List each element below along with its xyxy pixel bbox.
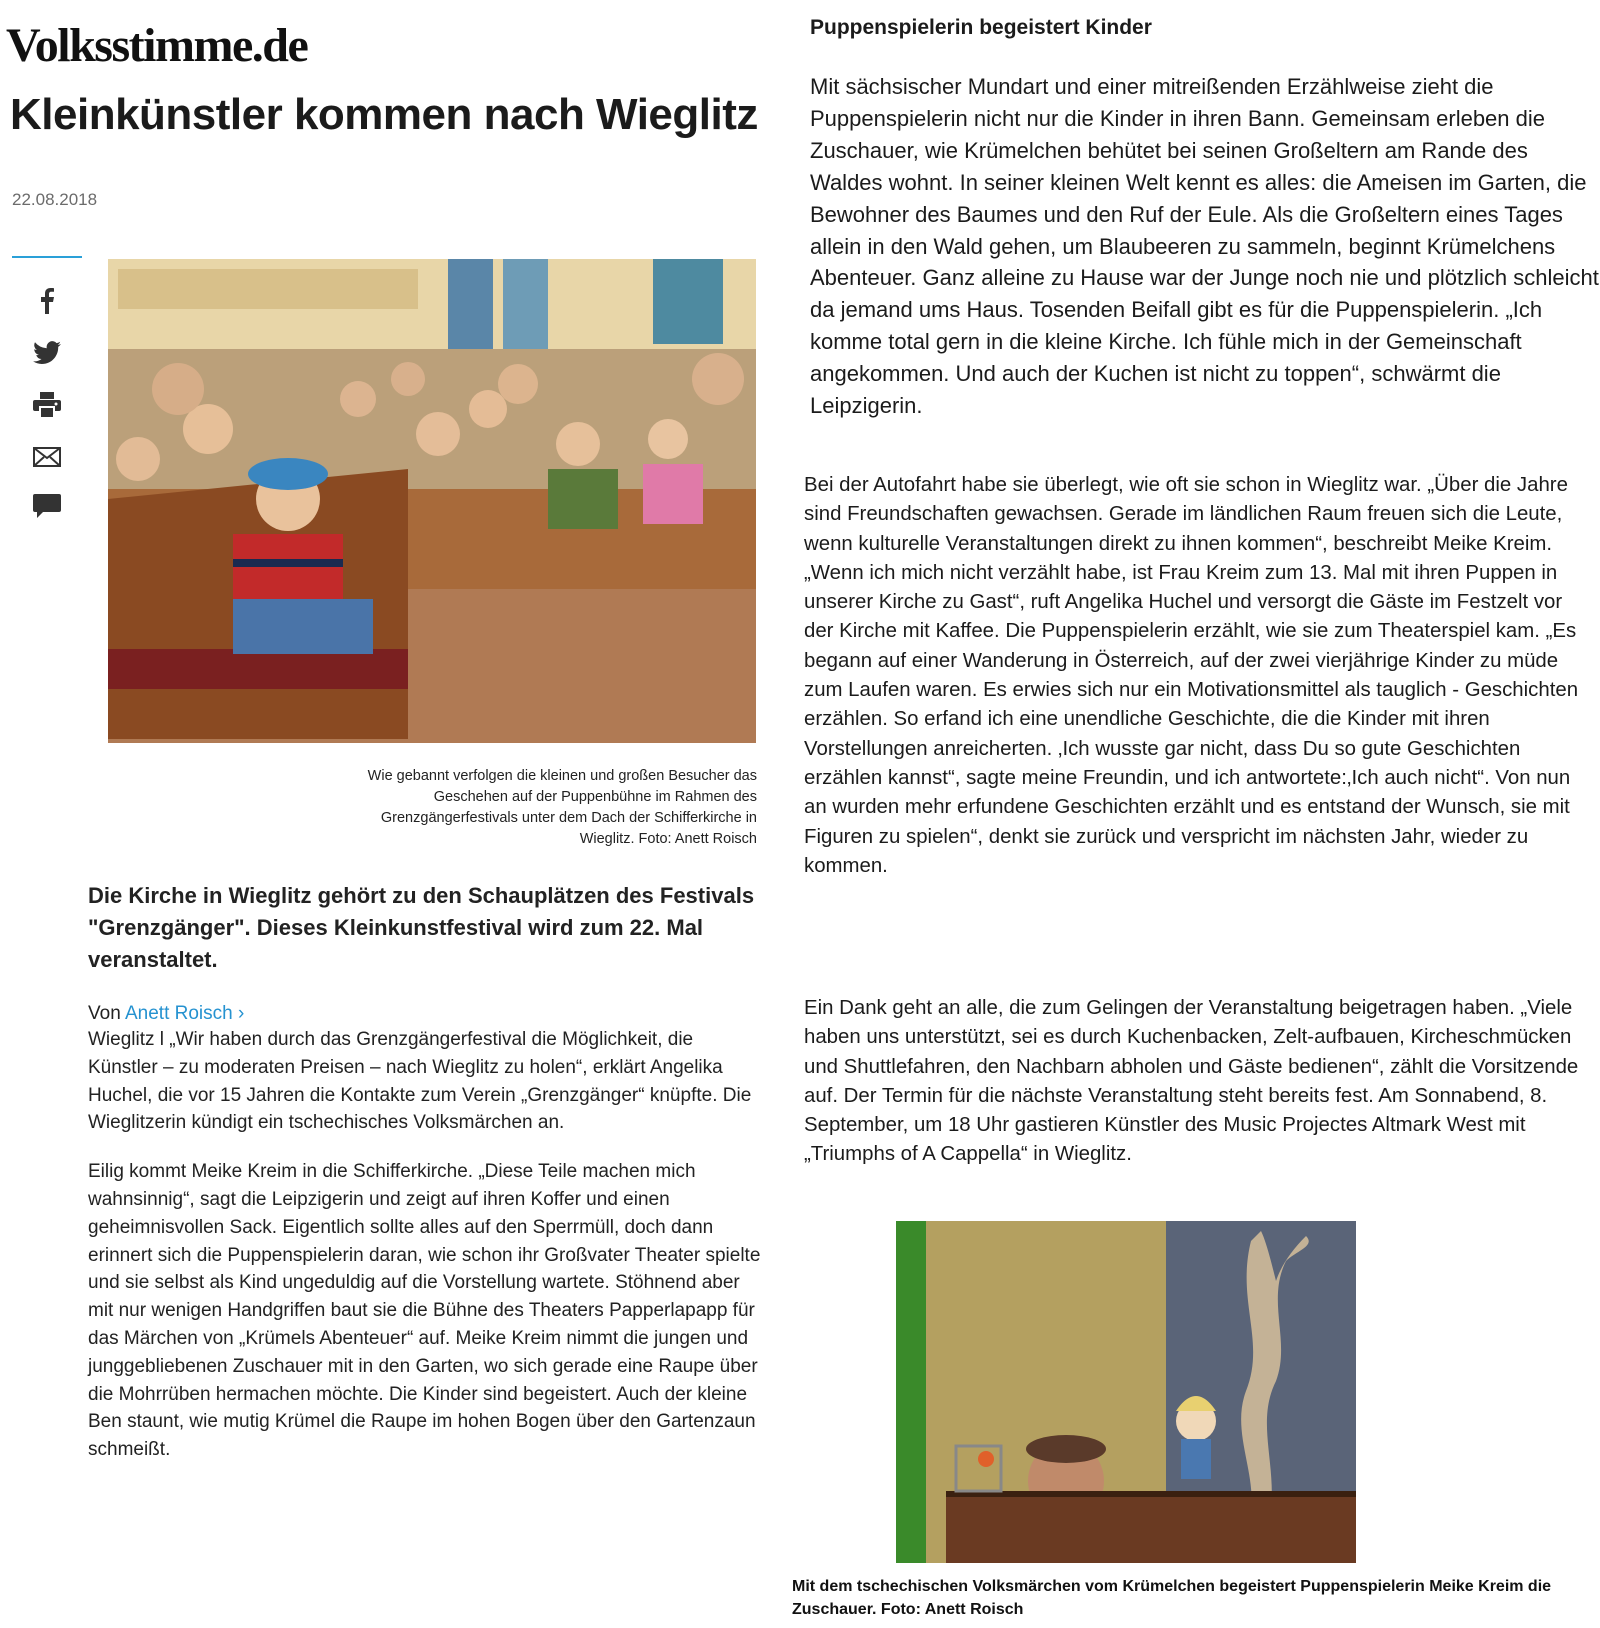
photo-caption: Wie gebannt verfolgen die kleinen und großen Besucher das Geschehen auf der Puppenbühne im Rahmen des Grenzgängerfestivals unter dem Dach der Schifferkirche in Wieglitz. Foto: Anett Roisch xyxy=(367,768,757,847)
byline-prefix: Von xyxy=(88,1003,121,1024)
paragraph: Wieglitz l „Wir haben durch das Grenzgängerfestival die Möglichkeit, die Künstler – zu moderaten Preisen – nach Wieglitz zu holen“, erklärt Angelika Huchel, die vor 15 Jahren die Kontakte zum Verein „Grenzgänger“ knüpfte. Die Wieglitzerin kündigt ein tschechisches Volksmärchen an. xyxy=(88,1029,752,1134)
article-headline: Kleinkünstler kommen nach Wieglitz xyxy=(10,90,758,139)
divider xyxy=(12,256,82,258)
author-link[interactable]: Anett Roisch › xyxy=(125,1003,245,1024)
paragraph: Ein Dank geht an alle, die zum Gelingen der Veranstaltung beigetragen haben. „Viele haben uns unterstützt, sei es durch Kuchenbacken, Zelt-aufbauen, Kircheschmücken und Shuttlefahren, den Nachbarn abholen und Gäste bedienen“, zählt die Vorsitzende auf. Der Termin für die nächste Veranstaltung steht bereits fest. Am Sonnabend, 8. September, um 18 Uhr gastieren Künstler des Music Projectes Altmark West mit „Triumphs of A Cappella“ in Wieglitz. xyxy=(804,997,1579,1166)
facebook-icon[interactable] xyxy=(30,284,64,318)
article-date: 22.08.2018 xyxy=(12,190,98,209)
byline xyxy=(88,1003,244,1025)
article-photo-church-audience xyxy=(108,259,756,743)
paragraph: Mit sächsischer Mundart und einer mitreißenden Erzählweise zieht die Puppenspielerin nicht nur die Kinder in ihren Bann. Gemeinsam erleben die Zuschauer, wie Krümelchen behütet bei seinen Großeltern am Rande des Waldes wohnt. In seiner kleinen Welt kennt es alles: die Ameisen im Garten, die Bewohner des Baumes und den Ruf der Eule. Als die Großeltern eines Tages allein in den Wald gehen, um Blaubeeren zu sammeln, beginnt Krümelchens Abenteuer. Ganz alleine zu Hause war der Junge noch nie und plötzlich schleicht da jemand ums Haus. Tosenden Beifall gibt es für die Puppenspielerin. „Ich komme total gern in die kleine Kirche. Ich fühle mich in der Gemeinschaft angekommen. Und auch der Kuchen ist nicht zu toppen“, schwärmt die Leipzigerin. xyxy=(810,74,1599,419)
print-icon[interactable] xyxy=(30,388,64,422)
paragraph: Bei der Autofahrt habe sie überlegt, wie oft sie schon in Wieglitz war. „Über die Jahre sind Freundschaften gewachsen. Gerade im ländlichen Raum freuen sich die Leute, wenn kulturelle Veranstaltungen direkt zu ihnen kommen“, beschreibt Meike Kreim. „Wenn ich mich nicht verzählt habe, ist Frau Kreim zum 13. Mal mit ihren Puppen in unserer Kirche zu Gast“, ruft Angelika Huchel und versorgt die Gäste im Festzelt vor der Kirche mit Kaffee. Die Puppenspielerin erzählt, wie sie zum Theaterspiel kam. „Es begann auf einer Wanderung in Österreich, auf der zwei vierjährige Kinder zu müde zum Laufen waren. Es erwies sich nur ein Motivationsmittel als tauglich - Geschichten erzählen. So erfand ich eine unendliche Geschichte, die die Kinder mit ihren Vorstellungen anreicherten. ‚Ich wusste gar nicht, dass Du so gute Geschichten erzählen kannst“, sagte meine Freundin, und ich antwortete:‚Ich auch nicht“. Von nun an wurden mehr erfundene Geschichten erzählt und es entstand der Wunsch, sie mit Figuren zu spielen“, denkt sie zurück und verspricht im nächsten Jahr, wieder zu kommen. xyxy=(804,474,1579,877)
mail-icon[interactable] xyxy=(30,440,64,474)
article-photo-puppeteer xyxy=(896,1221,1356,1563)
site-logo[interactable]: Volksstimme.de xyxy=(6,19,308,72)
paragraph: Eilig kommt Meike Kreim in die Schifferkirche. „Diese Teile machen mich wahnsinnig“, sagt die Leipzigerin und zeigt auf ihren Koffer und einen geheimnisvollen Sack. Eigentlich sollte alles auf den Sperrmüll, doch dann erinnert sich die Puppenspielerin daran, wie schon ihr Großvater Theater spielte und sie selbst als Kind ungeduldig auf die Vorstellung wartete. Stöhnend aber mit nur wenigen Handgriffen baut sie die Bühne des Theaters Papperlapapp für das Märchen von „Krümels Abenteuer“ auf. Meike Kreim nimmt die jungen und junggebliebenen Zuschauer mit in den Garten, wo sich gerade eine Raupe über die Mohrrüben hermachen möchte. Die Kinder sind begeistert. Auch der kleine Ben staunt, wie mutig Krümel die Raupe im hohen Bogen über den Gartenzaun schmeißt. xyxy=(88,1161,761,1461)
subheading: Puppenspielerin begeistert Kinder xyxy=(810,16,1152,39)
article-body-left xyxy=(88,1026,768,1485)
comment-icon[interactable] xyxy=(30,490,64,524)
photo-caption: Mit dem tschechischen Volksmärchen vom Krümelchen begeistert Puppenspielerin Meike Kreim die Zuschauer. Foto: Anett Roisch xyxy=(792,1578,1552,1618)
article-lead: Die Kirche in Wieglitz gehört zu den Schauplätzen des Festivals "Grenzgänger". Dieses Kleinkunstfestival wird zum 22. Mal veranstaltet. xyxy=(88,883,755,972)
twitter-icon[interactable] xyxy=(30,336,64,370)
